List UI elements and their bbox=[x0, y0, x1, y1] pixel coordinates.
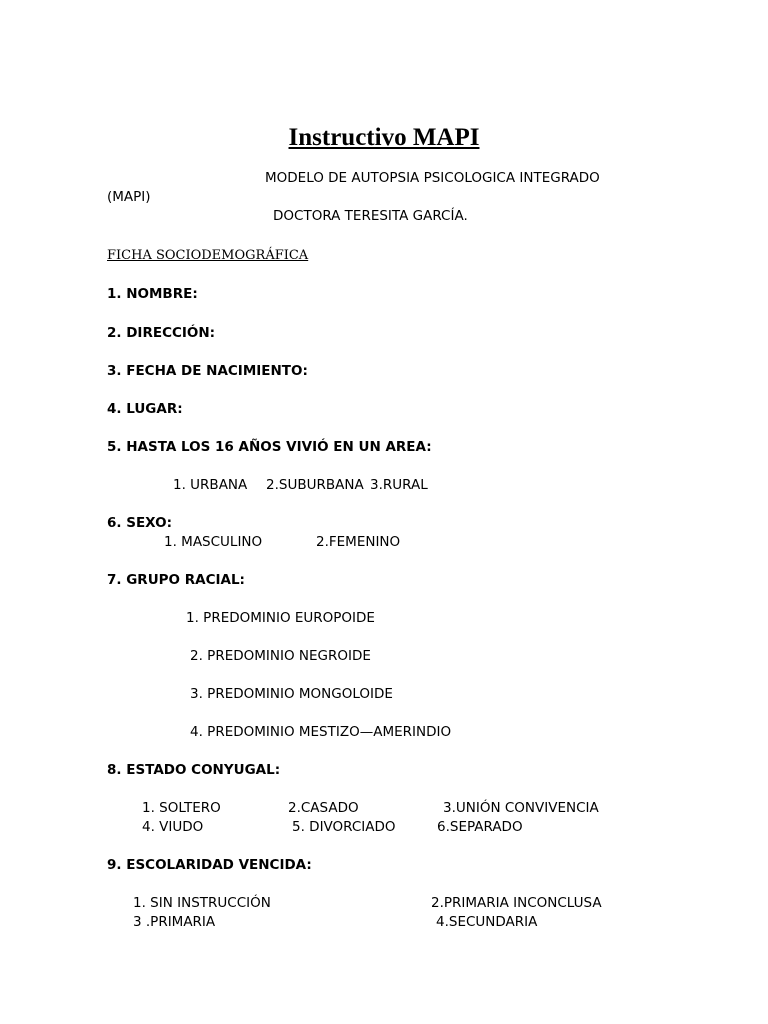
question-1-label: 1. NOMBRE: bbox=[107, 286, 198, 302]
question-5-option-3: 3.RURAL bbox=[370, 477, 428, 493]
question-8-label: 8. ESTADO CONYUGAL: bbox=[107, 762, 281, 778]
question-7-label: 7. GRUPO RACIAL: bbox=[107, 572, 245, 588]
question-5-label: 5. HASTA LOS 16 AÑOS VIVIÓ EN UN AREA: bbox=[107, 439, 432, 455]
document-subtitle: MODELO DE AUTOPSIA PSICOLOGICA INTEGRADO bbox=[265, 170, 600, 186]
question-7-option-4: 4. PREDOMINIO MESTIZO—AMERINDIO bbox=[190, 724, 452, 740]
question-7-option-3: 3. PREDOMINIO MONGOLOIDE bbox=[190, 686, 393, 702]
question-8-option-3: 3.UNIÓN CONVIVENCIA bbox=[443, 800, 599, 816]
question-2-label: 2. DIRECCIÓN: bbox=[107, 325, 216, 341]
section-title: FICHA SOCIODEMOGRÁFICA bbox=[107, 248, 309, 263]
question-8-option-1: 1. SOLTERO bbox=[142, 800, 221, 816]
question-7-option-1: 1. PREDOMINIO EUROPOIDE bbox=[186, 610, 375, 626]
question-5-option-2: 2.SUBURBANA bbox=[266, 477, 364, 493]
question-9-option-3: 3 .PRIMARIA bbox=[133, 914, 216, 930]
question-8-option-2: 2.CASADO bbox=[288, 800, 359, 816]
question-8-option-6: 6.SEPARADO bbox=[437, 819, 523, 835]
document-subtitle-acronym: (MAPI) bbox=[107, 189, 151, 205]
document-author: DOCTORA TERESITA GARCÍA. bbox=[273, 208, 468, 224]
question-6-label: 6. SEXO: bbox=[107, 515, 172, 531]
question-4-label: 4. LUGAR: bbox=[107, 401, 183, 417]
question-7-option-2: 2. PREDOMINIO NEGROIDE bbox=[190, 648, 371, 664]
question-8-option-4: 4. VIUDO bbox=[142, 819, 204, 835]
question-9-option-1: 1. SIN INSTRUCCIÓN bbox=[133, 895, 271, 911]
question-8-option-5: 5. DIVORCIADO bbox=[292, 819, 396, 835]
question-3-label: 3. FECHA DE NACIMIENTO: bbox=[107, 363, 308, 379]
question-6-option-2: 2.FEMENINO bbox=[316, 534, 401, 550]
question-9-label: 9. ESCOLARIDAD VENCIDA: bbox=[107, 857, 312, 873]
question-9-option-4: 4.SECUNDARIA bbox=[436, 914, 538, 930]
question-5-option-1: 1. URBANA bbox=[173, 477, 248, 493]
question-9-option-2: 2.PRIMARIA INCONCLUSA bbox=[431, 895, 602, 911]
document-title: Instructivo MAPI bbox=[288, 124, 480, 151]
question-6-option-1: 1. MASCULINO bbox=[164, 534, 263, 550]
